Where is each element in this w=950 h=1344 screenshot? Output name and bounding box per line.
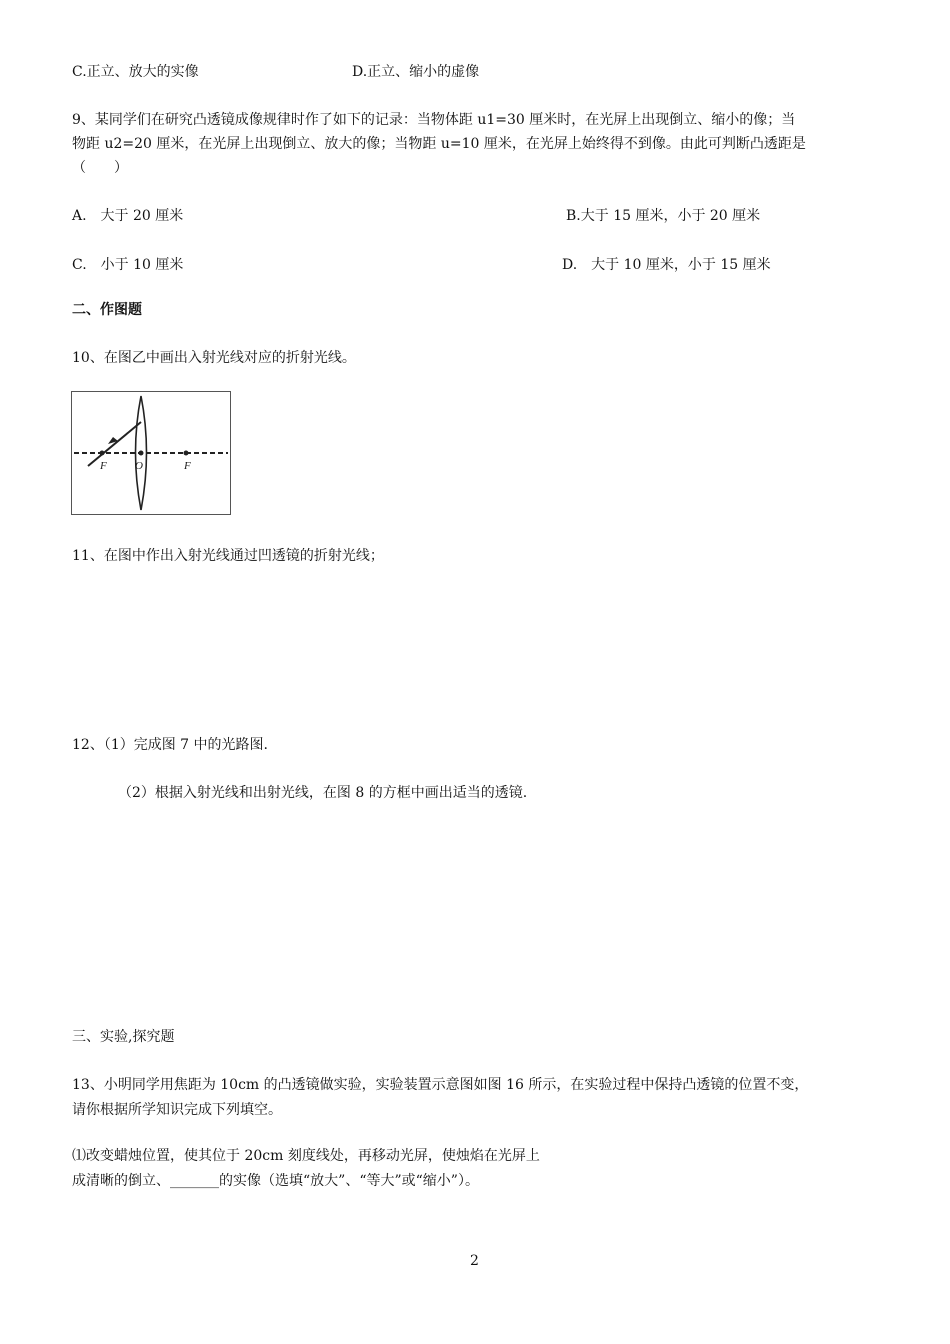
section-2-title: 二、作图题 xyxy=(72,302,142,318)
label-o: O xyxy=(135,460,143,472)
question-11: 11、在图中作出入射光线通过凹透镜的折射光线； xyxy=(72,548,384,564)
optical-center xyxy=(139,451,144,456)
option-9d: D. 大于 10 厘米，小于 15 厘米 xyxy=(562,257,771,273)
convex-lens-figure xyxy=(71,391,231,515)
option-9a: A. 大于 20 厘米 xyxy=(72,208,184,224)
label-f-left: F xyxy=(100,460,107,472)
question-13-line1: 13、小明同学用焦距为 10cm 的凸透镜做实验，实验装置示意图如图 16 所示，在实验过程中保持凸透镜的位置不变， xyxy=(72,1077,809,1093)
question-13-sub1-line2: 成清晰的倒立、_______的实像（选填“放大”、“等大”或“缩小”）。 xyxy=(72,1173,479,1189)
focal-point-right xyxy=(184,451,189,456)
page-number: 2 xyxy=(470,1253,479,1269)
incident-ray xyxy=(88,422,141,466)
section-3-title: 三、实验,探究题 xyxy=(72,1029,175,1045)
option-8d: D.正立、缩小的虚像 xyxy=(352,64,480,80)
label-f-right: F xyxy=(184,460,191,472)
question-9-line3: （ ） xyxy=(72,160,128,176)
option-9c: C. 小于 10 厘米 xyxy=(72,257,184,273)
question-9-line2: 物距 u2=20 厘米，在光屏上出现倒立、放大的像；当物距 u=10 厘米，在光屏上始终得不到像。由此可判断凸透距是 xyxy=(72,136,806,152)
question-12-part2: （2）根据入射光线和出射光线，在图 8 的方框中画出适当的透镜. xyxy=(118,785,528,801)
question-13-line2: 请你根据所学知识完成下列填空。 xyxy=(72,1102,282,1118)
question-13-sub1-line1: ⑴改变蜡烛位置，使其位于 20cm 刻度线处，再移动光屏，使烛焰在光屏上 xyxy=(72,1148,540,1164)
convex-lens-diagram xyxy=(72,392,230,514)
question-10: 10、在图乙中画出入射光线对应的折射光线。 xyxy=(72,350,356,366)
question-9-line1: 9、某同学们在研究凸透镜成像规律时作了如下的记录：当物体距 u1=30 厘米时，在光屏上出现倒立、缩小的像；当 xyxy=(72,112,796,128)
question-12-part1: 12、（1）完成图 7 中的光路图. xyxy=(72,737,268,753)
option-8c: C.正立、放大的实像 xyxy=(72,64,199,80)
option-9b: B.大于 15 厘米，小于 20 厘米 xyxy=(566,208,761,224)
focal-point-left xyxy=(100,451,105,456)
